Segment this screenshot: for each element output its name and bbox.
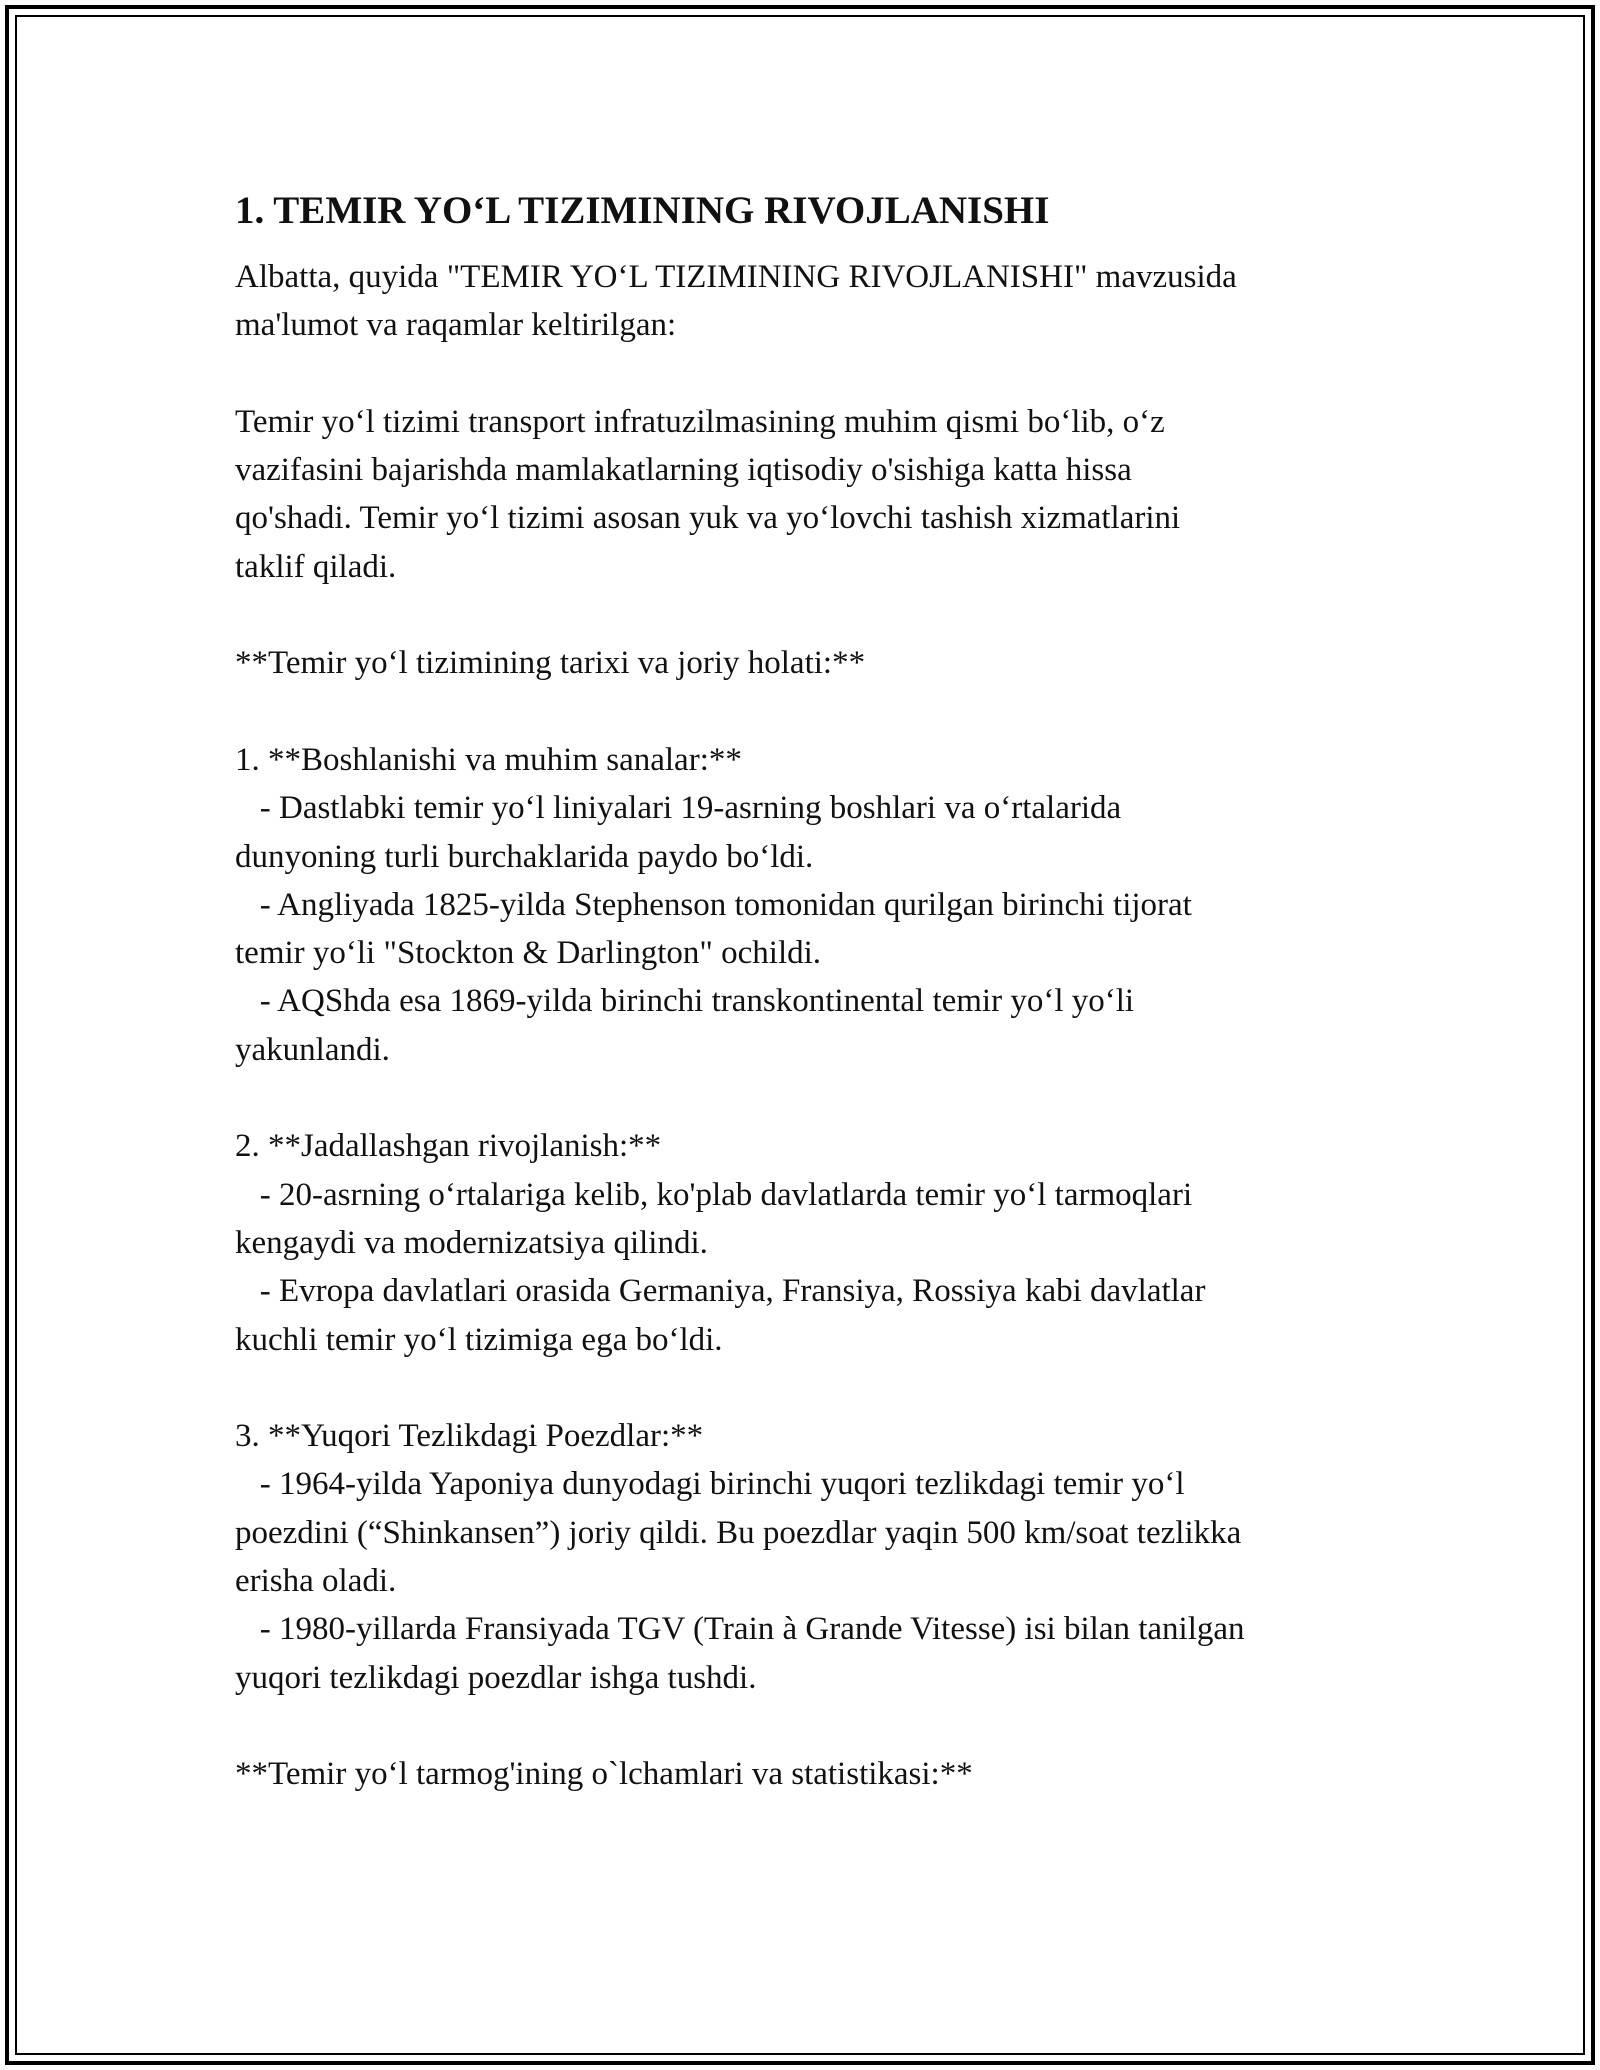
statistics-section-title: **Temir yo‘l tarmog'ining o`lchamlari va statistikasi:**: [235, 1756, 973, 1793]
document-body: [235, 187, 1375, 1799]
history-section-title: **Temir yo‘l tizimining tarixi va joriy holati:**: [235, 645, 866, 682]
intro-paragraph: Albatta, quyida "TEMIR YO‘L TIZIMINING RIVOJLANISHI" mavzusida ma'lumot va raqamlar keltirilgan:: [235, 259, 1237, 344]
paragraph-spacer: [235, 688, 1375, 736]
paragraph-spacer: [235, 1364, 1375, 1412]
paragraph-spacer: [235, 1074, 1375, 1122]
overview-paragraph: Temir yo‘l tizimi transport infratuzilmasining muhim qismi bo‘lib, o‘z vazifasini bajarishda mamlakatlarning iqtisodiy o'sishiga katta hissa qo'shadi. Temir yo‘l tizimi asosan yuk va yo‘lovchi tashish xizmatlarini taklif qiladi.: [235, 403, 1181, 585]
document-heading: 1. TEMIR YO‘L TIZIMINING RIVOJLANISHI: [235, 189, 1050, 232]
list-item-rapid-development: 2. **Jadallashgan rivojlanish:** - 20-asrning o‘rtalariga kelib, ko'plab davlatlarda temir yo‘l tarmoqlari kengaydi va modernizatsiya qilindi. - Evropa davlatlari orasida Germaniya, Fransiya, Rossiya kabi davlatlar kuchli temir yo‘l tizimiga ega bo‘ldi.: [235, 1128, 1206, 1358]
list-item-high-speed-trains: 3. **Yuqori Tezlikdagi Poezdlar:** - 1964-yilda Yaponiya dunyodagi birinchi yuqori tezlikdagi temir yo‘l poezdini (“Shinkansen”) joriy qildi. Bu poezdlar yaqin 500 km/soat tezlikka erisha oladi. - 1980-yillarda Fransiyada TGV (Train à Grande Vitesse) isi bilan tanilgan yuqori tezlikdagi poezdlar ishga tushdi.: [235, 1418, 1245, 1696]
paragraph-spacer: [235, 350, 1375, 398]
paragraph-spacer: [235, 1702, 1375, 1750]
list-item-beginnings: 1. **Boshlanishi va muhim sanalar:** - Dastlabki temir yo‘l liniyalari 19-asrning boshlari va o‘rtalarida dunyoning turli burchaklarida paydo bo‘ldi. - Angliyada 1825-yilda Stephenson tomonidan qurilgan birinchi tijorat temir yo‘li "Stockton & Darlington" ochildi. - AQShda esa 1869-yilda birinchi transkontinental temir yo‘l yo‘li yakunlandi.: [235, 741, 1192, 1068]
paragraph-spacer: [235, 591, 1375, 639]
